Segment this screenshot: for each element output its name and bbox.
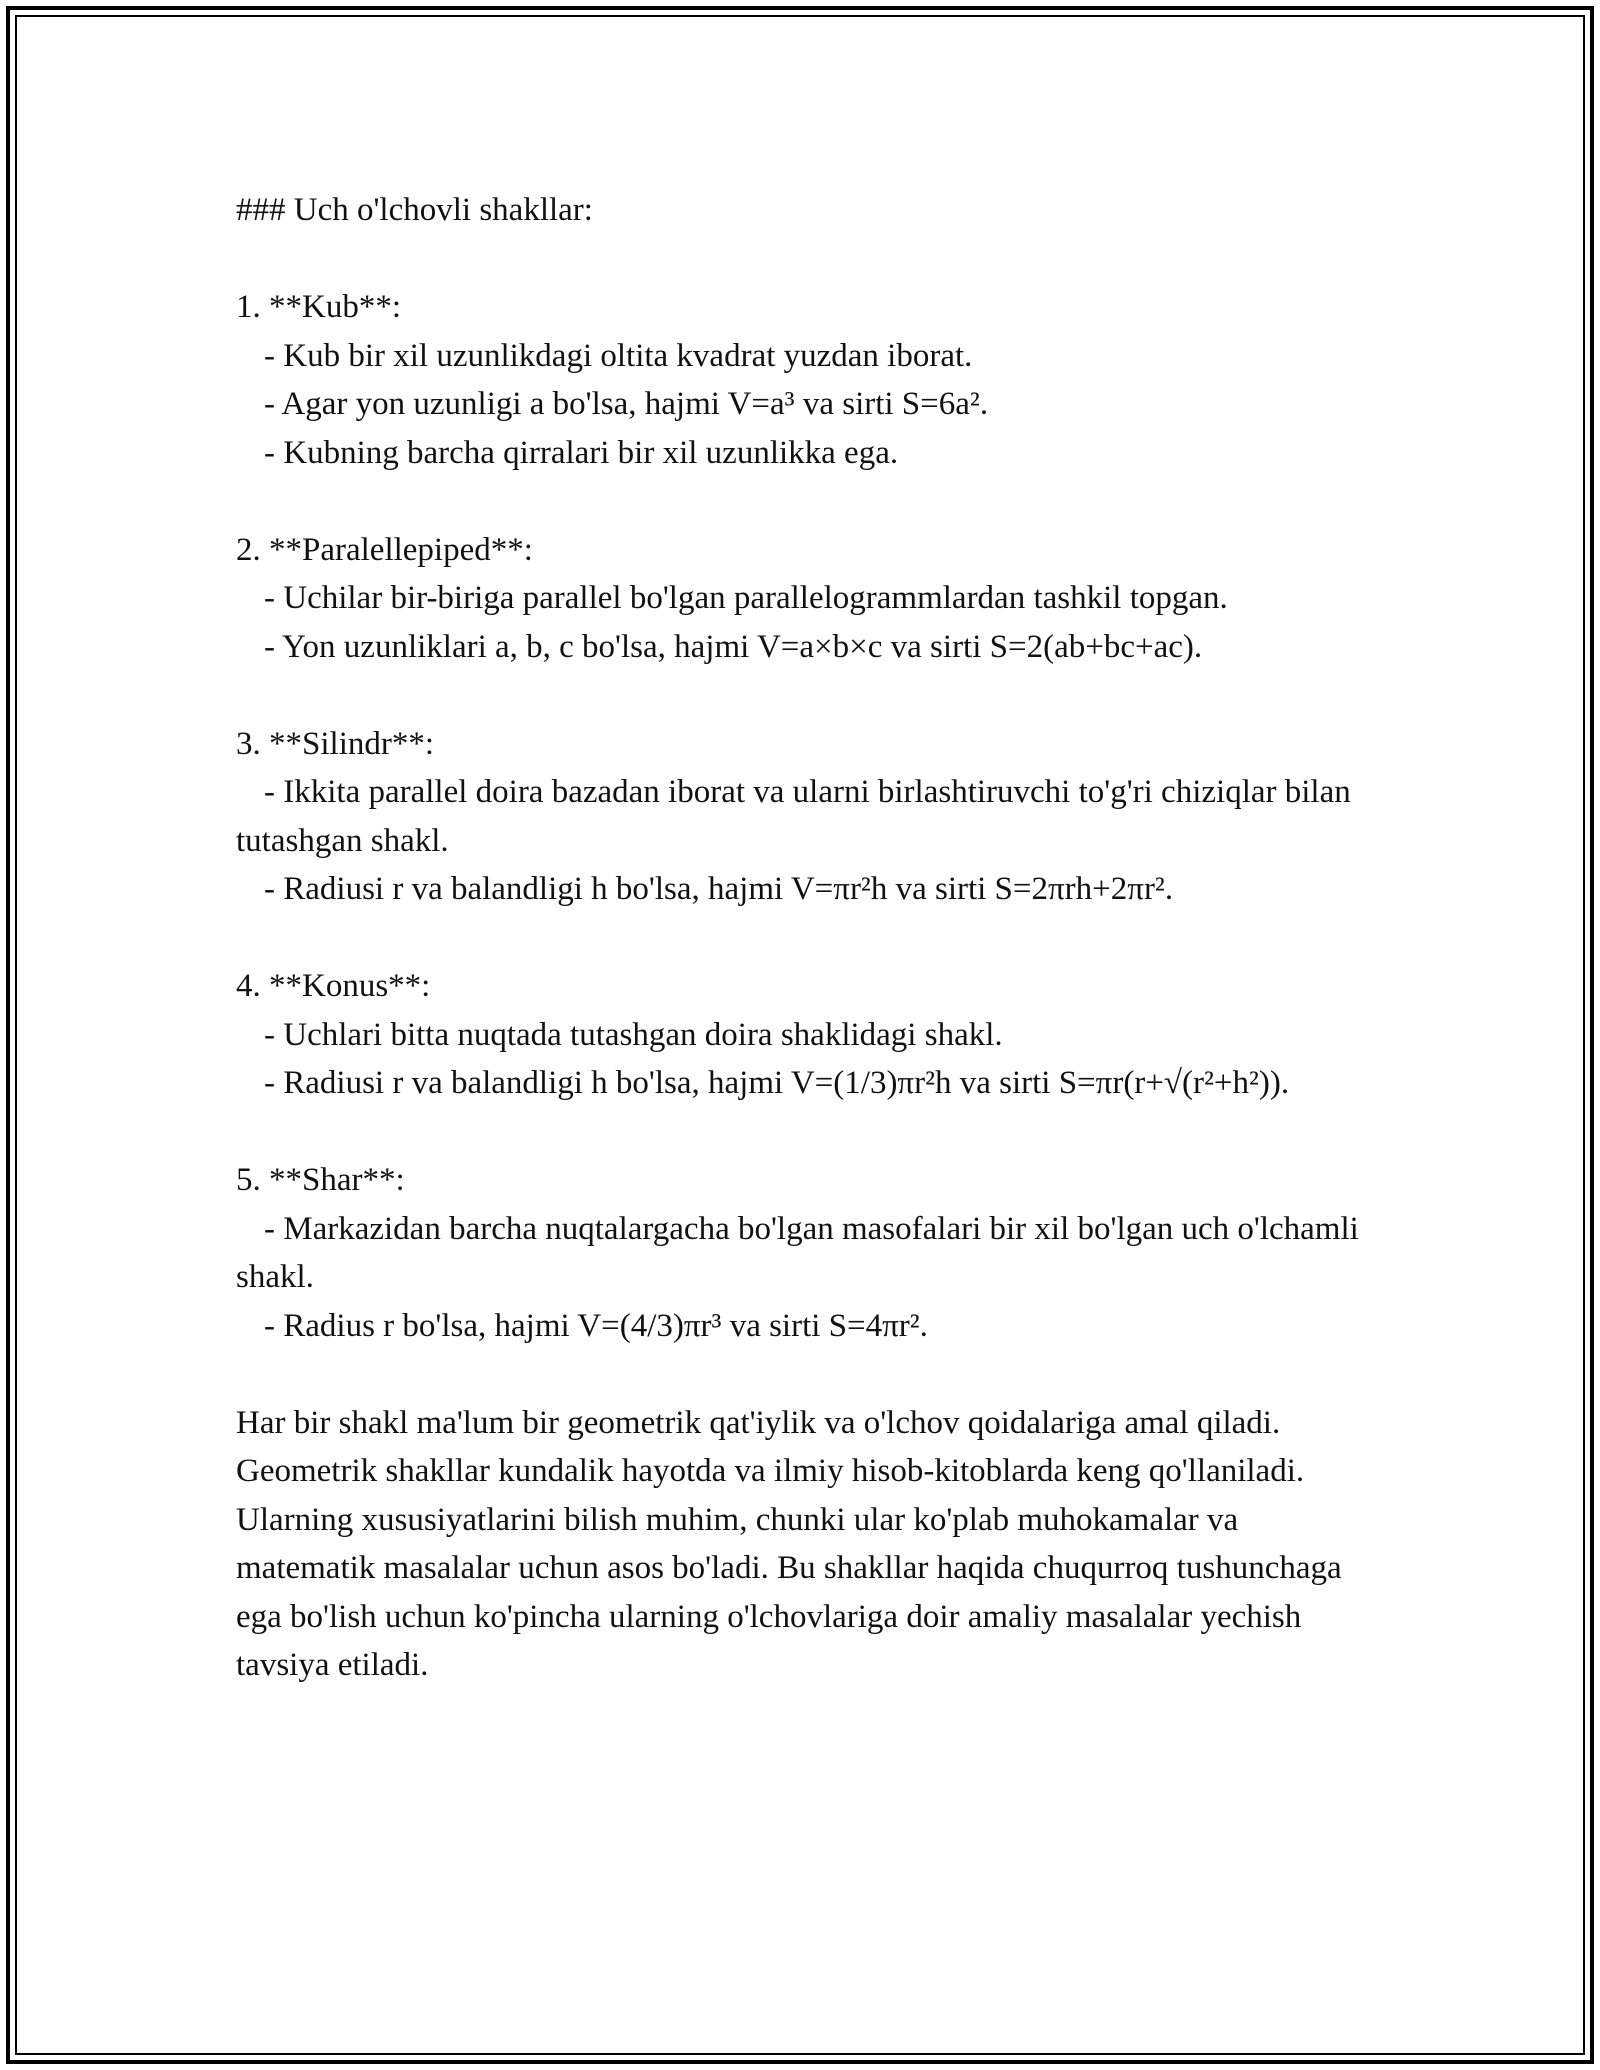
list-item-kub (236, 283, 1376, 477)
list-item-title: 3. **Silindr**: (236, 725, 435, 762)
list-item-paralellepiped (236, 526, 1376, 672)
list-item-bullet: - Kubning barcha qirralari bir xil uzunlikka ega. (264, 434, 899, 471)
list-item-title: 1. **Kub**: (236, 289, 401, 325)
list-item-bullet: - Agar yon uzunligi a bo'lsa, hajmi V=a³ va sirti S=6a². (264, 386, 989, 422)
document-body (236, 186, 1376, 1690)
list-item-bullet: - Radius r bo'lsa, hajmi V=(4/3)πr³ va sirti S=4πr². (264, 1307, 928, 1344)
list-item-bullet: - Kub bir xil uzunlikdagi oltita kvadrat yuzdan iborat. (264, 337, 973, 374)
list-item-title: 5. **Shar**: (236, 1162, 405, 1198)
list-item-silindr (236, 720, 1376, 914)
list-item-bullet: - Ikkita parallel doira bazadan iborat va ularni birlashtiruvchi to'g'ri chiziqlar bilan tutashgan shakl. (236, 774, 1359, 859)
spacer (236, 1350, 1376, 1399)
spacer (236, 914, 1376, 963)
spacer (236, 671, 1376, 720)
list-item-bullet: - Markazidan barcha nuqtalargacha bo'lgan masofalari bir xil bo'lgan uch o'lchamli shakl. (236, 1210, 1368, 1295)
list-item-konus (236, 962, 1376, 1108)
list-item-shar (236, 1156, 1376, 1350)
spacer (236, 1108, 1376, 1157)
closing-paragraph: Har bir shakl ma'lum bir geometrik qat'iylik va o'lchov qoidalariga amal qiladi. Geometrik shakllar kundalik hayotda va ilmiy hisob-kitoblarda keng qo'llaniladi. Ularning xususiyatlarini bilish muhim, chunki ular ko'plab muhokamalar va matematik masalalar uchun asos bo'ladi. Bu shakllar haqida chuqurroq tushunchaga ega bo'lish uchun ko'pincha ularning o'lchovlariga doir amaliy masalalar yechish tavsiya etiladi. (236, 1404, 1350, 1683)
list-item-bullet: - Radiusi r va balandligi h bo'lsa, hajmi V=πr²h va sirti S=2πrh+2πr². (264, 871, 1174, 907)
list-item-title: 2. **Paralellepiped**: (236, 531, 533, 568)
list-item-bullet: - Yon uzunliklari a, b, c bo'lsa, hajmi V=a×b×c va sirti S=2(ab+bc+ac). (264, 628, 1203, 665)
spacer (236, 235, 1376, 284)
list-item-bullet: - Radiusi r va balandligi h bo'lsa, hajmi V=(1/3)πr²h va sirti S=πr(r+√(r²+h²)). (264, 1065, 1290, 1101)
list-item-title: 4. **Konus**: (236, 968, 431, 1004)
section-heading: ### Uch o'lchovli shakllar: (236, 192, 593, 228)
list-item-bullet: - Uchlari bitta nuqtada tutashgan doira shaklidagi shakl. (264, 1016, 1003, 1053)
spacer (236, 477, 1376, 526)
list-item-bullet: - Uchilar bir-biriga parallel bo'lgan parallelogrammlardan tashkil topgan. (264, 580, 1228, 616)
